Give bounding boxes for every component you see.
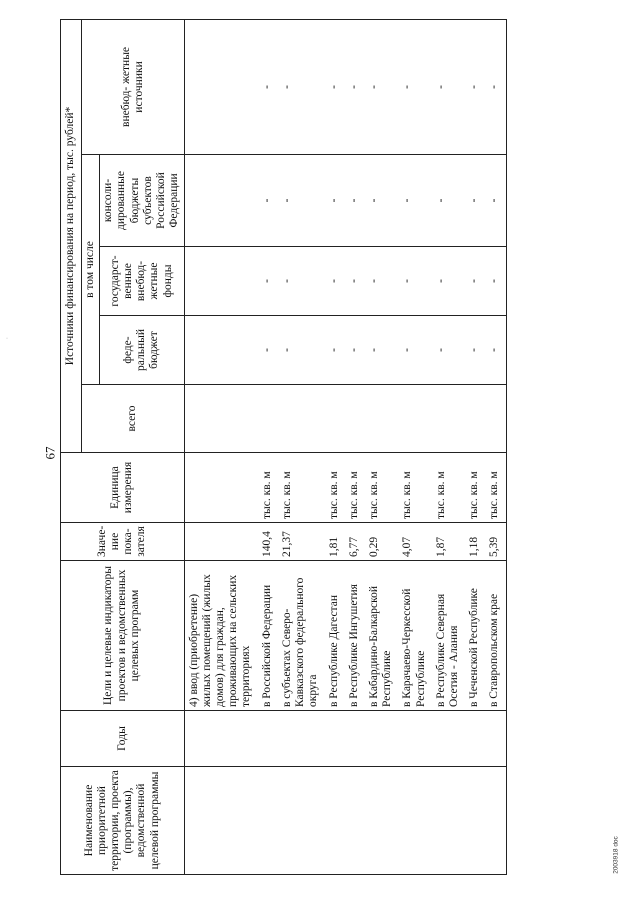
table-row [398, 19, 431, 874]
cell-extra: - [278, 19, 325, 154]
page-number: 67 [42, 446, 57, 460]
cell-unit: тыс. кв. м [365, 453, 398, 523]
table-row [485, 19, 506, 874]
cell-unit: тыс. кв. м [325, 453, 345, 523]
cell-state-funds: - [432, 247, 465, 316]
cell-unit: тыс. кв. м [258, 453, 278, 523]
cell-regional: - [258, 155, 278, 247]
cell-federal: - [465, 316, 485, 385]
cell-regional: - [432, 155, 465, 247]
scan-mark: · [6, 336, 8, 342]
header-goals: Цели и целевые индикаторы проектов и ведомственных целевых программ [61, 561, 185, 711]
cell-federal: - [432, 316, 465, 385]
cell-state-funds: - [465, 247, 485, 316]
header-value: Значе- ние пока- зателя [61, 523, 185, 561]
cell-total [345, 385, 365, 453]
cell-unit: тыс. кв. м [345, 453, 365, 523]
cell-value: 4,07 [398, 523, 431, 561]
cell-state-funds: - [325, 247, 345, 316]
cell-total [325, 385, 345, 453]
cell-years [184, 711, 258, 767]
cell-state-funds: - [258, 247, 278, 316]
cell-total [258, 385, 278, 453]
cell-unit: тыс. кв. м [278, 453, 325, 523]
cell-goal: в Кабардино-Балкарской Республике [365, 561, 398, 711]
cell-total [485, 385, 506, 453]
cell-unit: тыс. кв. м [432, 453, 465, 523]
cell-value: 1,18 [465, 523, 485, 561]
cell-goal: в Чеченской Республике [465, 561, 485, 711]
financing-table [60, 19, 507, 875]
header-years: Годы [61, 711, 185, 767]
header-extra: внебюд- жетные источники [82, 19, 185, 154]
cell-value: 1,87 [432, 523, 465, 561]
cell-regional: - [365, 155, 398, 247]
cell-extra: - [258, 19, 278, 154]
cell-unit: тыс. кв. м [465, 453, 485, 523]
cell-state-funds: - [485, 247, 506, 316]
cell-federal: - [325, 316, 345, 385]
cell-federal: - [278, 316, 325, 385]
cell-state-funds: - [345, 247, 365, 316]
cell-federal: - [365, 316, 398, 385]
cell-extra: - [465, 19, 485, 154]
cell-goal: в Республике Дагестан [325, 561, 345, 711]
cell-extra: - [398, 19, 431, 154]
cell-regional: - [345, 155, 365, 247]
header-total: всего [82, 385, 185, 453]
cell-value: 5,39 [485, 523, 506, 561]
rotated-table-container [60, 20, 585, 875]
header-state-funds: государст- венные внебюд- жетные фонды [100, 247, 184, 316]
table-row [365, 19, 398, 874]
cell-extra: - [485, 19, 506, 154]
cell-unit: тыс. кв. м [398, 453, 431, 523]
table-row [325, 19, 345, 874]
cell-total [465, 385, 485, 453]
cell-value: 21,37 [278, 523, 325, 561]
cell-state-funds: - [398, 247, 431, 316]
cell-total [398, 385, 431, 453]
header-federal: феде- ральный бюджет [100, 316, 184, 385]
cell-unit: тыс. кв. м [485, 453, 506, 523]
cell-regional: - [278, 155, 325, 247]
cell-value: 6,77 [345, 523, 365, 561]
table-row [465, 19, 485, 874]
cell-goal: в Республике Северная Осетия - Алания [432, 561, 465, 711]
cell-total [365, 385, 398, 453]
cell-value: 0,29 [365, 523, 398, 561]
table-row-intro [184, 19, 258, 874]
cell-regional: - [398, 155, 431, 247]
table-row [278, 19, 325, 874]
cell-regional: - [325, 155, 345, 247]
cell-extra: - [325, 19, 345, 154]
header-sources: Источники финансирования на период, тыс. рублей* [61, 19, 82, 452]
table-row [432, 19, 465, 874]
cell-intro: 4) ввод (приобретение) жилых помещений (жилых домов) для граждан, проживающих на сельских территориях [184, 561, 258, 711]
cell-state-funds: - [278, 247, 325, 316]
header-unit: Единица измерения [61, 453, 185, 523]
table-row [258, 19, 278, 874]
cell-extra: - [432, 19, 465, 154]
header-including: в том числе [82, 155, 100, 385]
header-regional: консоли- дированные бюджеты субъектов Российской Федерации [100, 155, 184, 247]
cell-name [184, 767, 258, 875]
cell-state-funds: - [365, 247, 398, 316]
cell-total [432, 385, 465, 453]
table-row [345, 19, 365, 874]
footer-document-code: 2003918 doc [612, 836, 620, 874]
cell-regional: - [485, 155, 506, 247]
cell-total [278, 385, 325, 453]
cell-regional: - [465, 155, 485, 247]
header-name: Наименование приоритетной территории, проекта (программы), ведомственной целевой программы [61, 767, 185, 875]
cell-federal: - [345, 316, 365, 385]
cell-goal: в Республике Ингушетия [345, 561, 365, 711]
cell-federal: - [258, 316, 278, 385]
cell-goal: в субъектах Северо-Кавказского федерального округа [278, 561, 325, 711]
cell-extra: - [345, 19, 365, 154]
cell-goal: в Российской Федерации [258, 561, 278, 711]
cell-extra: - [365, 19, 398, 154]
cell-goal: в Ставропольском крае [485, 561, 506, 711]
cell-federal: - [485, 316, 506, 385]
cell-federal: - [398, 316, 431, 385]
cell-goal: в Карачаево-Черкесской Республике [398, 561, 431, 711]
cell-value: 1,81 [325, 523, 345, 561]
cell-value: 140,4 [258, 523, 278, 561]
